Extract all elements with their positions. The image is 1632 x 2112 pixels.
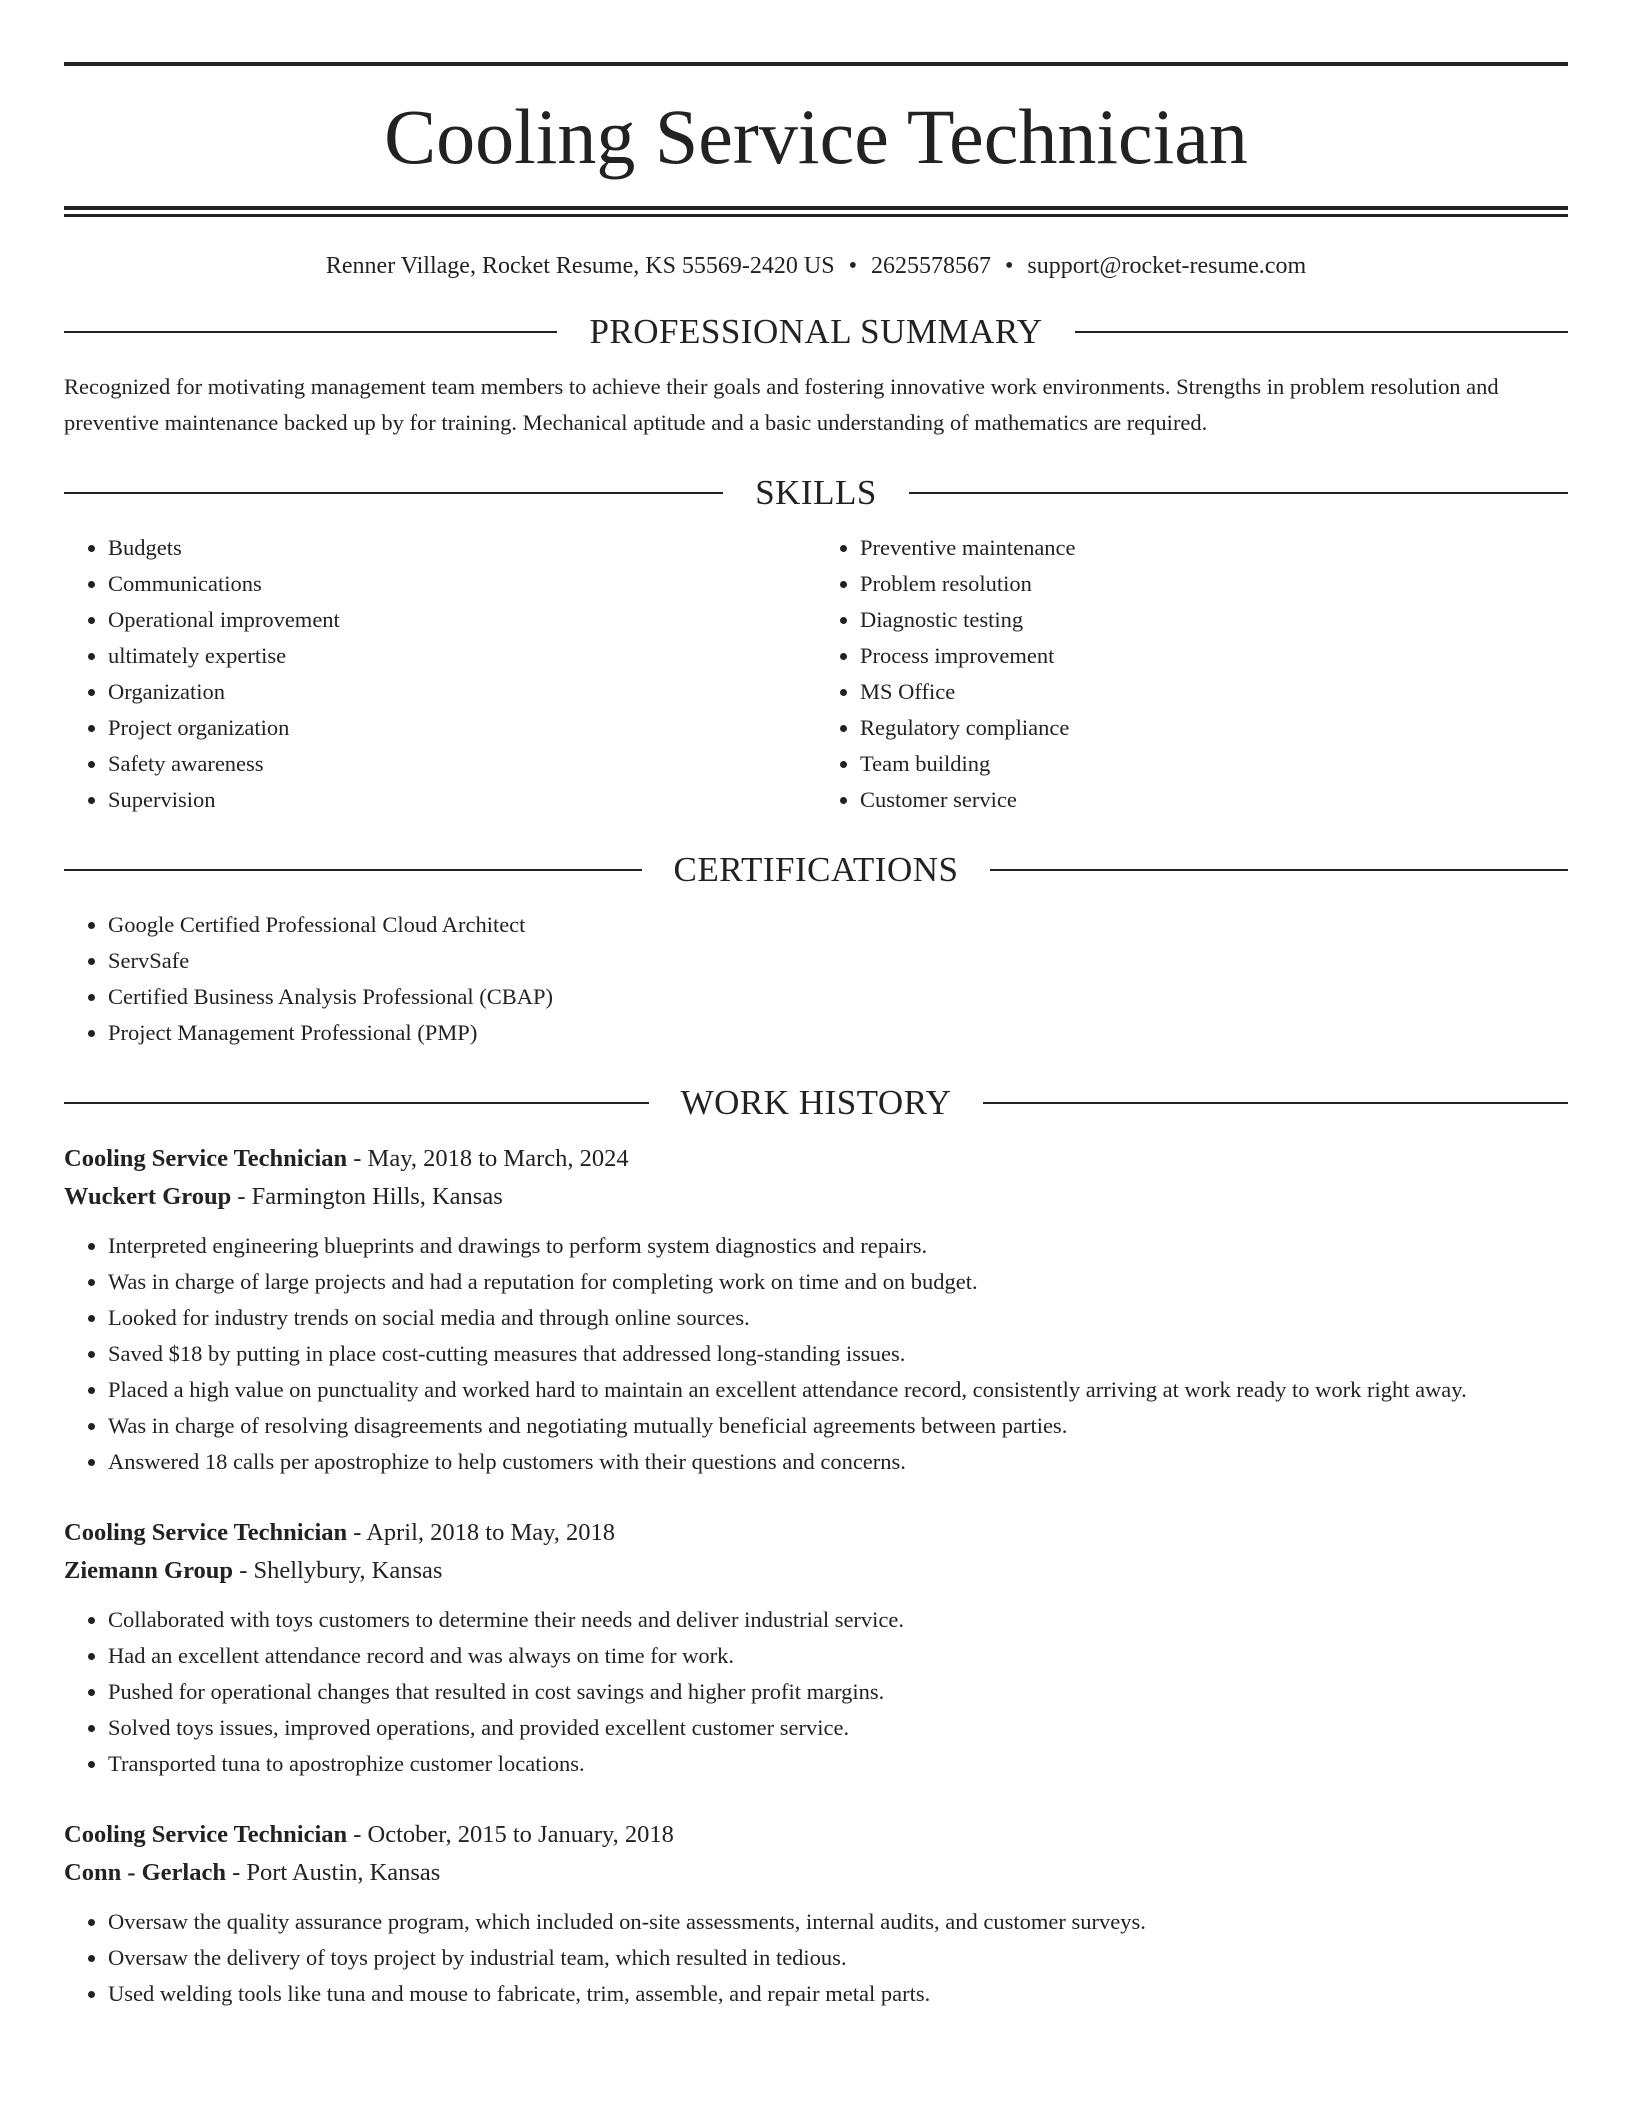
skill-item: • Customer service xyxy=(860,782,1568,818)
contact-separator: • xyxy=(1005,253,1014,279)
skill-item: • Team building xyxy=(860,746,1568,782)
job-company: Wuckert Group xyxy=(64,1183,232,1210)
job-company-line xyxy=(64,1178,1568,1216)
skill-item: • Preventive maintenance xyxy=(860,530,1568,566)
certifications-list xyxy=(64,907,1568,1051)
job-duties-list xyxy=(64,1602,1568,1782)
job-duty-item: • Solved toys issues, improved operations, and provided excellent customer service. xyxy=(108,1710,1568,1746)
job-company: Ziemann Group xyxy=(64,1557,234,1584)
contact-line xyxy=(64,253,1568,280)
job-title: Cooling Service Technician xyxy=(64,1145,348,1172)
heading-rule xyxy=(64,331,557,333)
job-title: Cooling Service Technician xyxy=(64,1821,348,1848)
certifications-heading: CERTIFICATIONS xyxy=(673,850,959,889)
heading-rule xyxy=(64,1102,649,1104)
job-company-line xyxy=(64,1552,1568,1590)
section-heading-summary xyxy=(64,314,1568,349)
job-duty-item: • Was in charge of resolving disagreements and negotiating mutually beneficial agreements between parties. xyxy=(108,1408,1568,1444)
skill-item: • Process improvement xyxy=(860,638,1568,674)
top-rule xyxy=(64,62,1568,66)
certification-item: • Certified Business Analysis Professional (CBAP) xyxy=(108,979,1568,1015)
job-title: Cooling Service Technician xyxy=(64,1519,348,1546)
job-location: - Farmington Hills, Kansas xyxy=(231,1183,503,1210)
job-duty-item: • Transported tuna to apostrophize customer locations. xyxy=(108,1746,1568,1782)
job-duty-item: • Used welding tools like tuna and mouse to fabricate, trim, assemble, and repair metal parts. xyxy=(108,1976,1568,2012)
contact-email: support@rocket-resume.com xyxy=(1027,253,1307,279)
summary-text: Recognized for motivating management team members to achieve their goals and fostering innovative work environments. Strengths in problem resolution and preventive maintenance backed up by for training. Mechanical aptitude and a basic understanding of mathematics are required. xyxy=(64,374,1499,435)
skill-item: • Operational improvement xyxy=(108,602,816,638)
job-duty-item: • Was in charge of large projects and had a reputation for completing work on time and on budget. xyxy=(108,1264,1568,1300)
skills-list-right xyxy=(816,530,1568,818)
job-duty-item: • Saved $18 by putting in place cost-cutting measures that addressed long-standing issues. xyxy=(108,1336,1568,1372)
heading-rule xyxy=(64,492,723,494)
section-heading-work-history xyxy=(64,1085,1568,1120)
resume-name: Cooling Service Technician xyxy=(384,93,1248,180)
contact-address: Renner Village, Rocket Resume, KS 55569-2420 US xyxy=(325,253,835,279)
job-entry xyxy=(64,1514,1568,1782)
heading-rule xyxy=(64,869,642,871)
job-duty-item: • Placed a high value on punctuality and worked hard to maintain an excellent attendance record, consistently arriving at work ready to work right away. xyxy=(108,1372,1568,1408)
skill-item: • Project organization xyxy=(108,710,816,746)
skills-list-left xyxy=(64,530,816,818)
job-entry xyxy=(64,1140,1568,1480)
certification-item: • Google Certified Professional Cloud Architect xyxy=(108,907,1568,943)
skills-heading: SKILLS xyxy=(755,473,877,512)
skill-item: • Regulatory compliance xyxy=(860,710,1568,746)
skill-item: • MS Office xyxy=(860,674,1568,710)
job-duty-item: • Interpreted engineering blueprints and drawings to perform system diagnostics and repairs. xyxy=(108,1228,1568,1264)
job-duty-item: • Oversaw the quality assurance program, which included on-site assessments, internal audits, and customer surveys. xyxy=(108,1904,1568,1940)
skill-item: • Problem resolution xyxy=(860,566,1568,602)
job-duty-item: • Answered 18 calls per apostrophize to help customers with their questions and concerns. xyxy=(108,1444,1568,1480)
skills-columns xyxy=(64,530,1568,818)
heading-rule xyxy=(1075,331,1568,333)
heading-rule xyxy=(983,1102,1568,1104)
skill-item: • Diagnostic testing xyxy=(860,602,1568,638)
job-dates: - October, 2015 to January, 2018 xyxy=(347,1821,674,1848)
heading-rule xyxy=(909,492,1568,494)
heading-rule xyxy=(990,869,1568,871)
skill-item: • Organization xyxy=(108,674,816,710)
job-duties-list xyxy=(64,1228,1568,1480)
job-company-line xyxy=(64,1854,1568,1892)
job-duty-item: • Oversaw the delivery of toys project by industrial team, which resulted in tedious. xyxy=(108,1940,1568,1976)
section-heading-skills xyxy=(64,475,1568,510)
certification-item: • ServSafe xyxy=(108,943,1568,979)
work-history-list xyxy=(64,1140,1568,2012)
work-history-heading: WORK HISTORY xyxy=(680,1083,952,1122)
job-dates: - April, 2018 to May, 2018 xyxy=(347,1519,616,1546)
job-duty-item: • Looked for industry trends on social media and through online sources. xyxy=(108,1300,1568,1336)
job-entry xyxy=(64,1816,1568,2012)
job-company: Conn - Gerlach xyxy=(64,1859,226,1886)
double-rule xyxy=(64,206,1568,217)
certification-item: • Project Management Professional (PMP) xyxy=(108,1015,1568,1051)
job-duties-list xyxy=(64,1904,1568,2012)
job-location: - Port Austin, Kansas xyxy=(225,1859,441,1886)
job-duty-item: • Pushed for operational changes that resulted in cost savings and higher profit margins. xyxy=(108,1674,1568,1710)
summary-heading: PROFESSIONAL SUMMARY xyxy=(589,312,1043,351)
skill-item: • Supervision xyxy=(108,782,816,818)
skill-item: • Safety awareness xyxy=(108,746,816,782)
job-duty-item: • Had an excellent attendance record and was always on time for work. xyxy=(108,1638,1568,1674)
skill-item: • ultimately expertise xyxy=(108,638,816,674)
skill-item: • Budgets xyxy=(108,530,816,566)
job-title-line xyxy=(64,1514,1568,1552)
job-duty-item: • Collaborated with toys customers to determine their needs and deliver industrial service. xyxy=(108,1602,1568,1638)
contact-separator: • xyxy=(848,253,858,279)
job-title-line xyxy=(64,1140,1568,1178)
section-heading-certifications xyxy=(64,852,1568,887)
contact-phone: 2625578567 xyxy=(871,253,992,279)
job-location: - Shellybury, Kansas xyxy=(233,1557,443,1584)
job-title-line xyxy=(64,1816,1568,1854)
skill-item: • Communications xyxy=(108,566,816,602)
job-dates: - May, 2018 to March, 2024 xyxy=(347,1145,629,1172)
